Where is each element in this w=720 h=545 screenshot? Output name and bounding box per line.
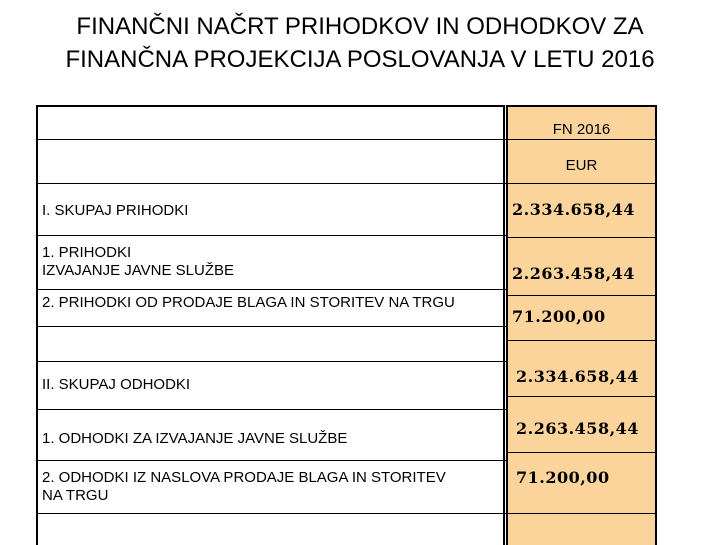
row-label-total-income: I. SKUPAJ PRIHODKI [42,202,189,219]
row-label-total-expenses: II. SKUPAJ ODHODKI [42,376,191,393]
row-value-market-income: 71.200,00 [512,307,606,326]
row-divider [36,460,506,461]
row-label-public-service-income [42,244,502,280]
row-divider [36,289,506,290]
row-divider [506,139,657,140]
row-divider [36,361,506,362]
row-divider [36,513,506,514]
row-divider [36,235,506,236]
row-divider [36,183,506,184]
row-divider [506,452,657,453]
row-divider [506,340,657,341]
row-divider [506,513,657,514]
row-divider [506,237,657,238]
row-divider [506,295,657,296]
row-value-market-expenses: 71.200,00 [516,468,610,487]
header-year: FN 2016 [552,121,611,138]
page-title [0,10,720,76]
row-value-public-service-income: 2.263.458,44 [512,264,635,283]
row-label-market-expenses [42,469,502,505]
row-divider [506,396,657,397]
label-line: IZVAJANJE JAVNE SLUŽBE [42,262,234,279]
row-label-market-income: 2. PRIHODKI OD PRODAJE BLAGA IN STORITEV NA TRGU [42,294,455,311]
row-divider [36,409,506,410]
label-line: NA TRGU [42,487,109,504]
financial-table [36,105,657,545]
row-divider [36,139,506,140]
row-value-total-expenses: 2.334.658,44 [516,367,639,386]
title-line-2: FINANČNA PROJEKCIJA POSLOVANJA V LETU 2016 [65,46,655,73]
row-divider [506,183,657,184]
label-line: 1. PRIHODKI [42,244,132,261]
row-value-public-service-expenses: 2.263.458,44 [516,419,639,438]
row-label-public-service-expenses: 1. ODHODKI ZA IZVAJANJE JAVNE SLUŽBE [42,430,348,447]
row-value-total-income: 2.334.658,44 [512,200,635,219]
label-line: 2. ODHODKI IZ NASLOVA PRODAJE BLAGA IN STORITEV [42,469,446,486]
row-divider [36,326,506,327]
title-line-1: FINANČNI NAČRT PRIHODKOV IN ODHODKOV ZA [76,13,644,40]
header-currency: EUR [565,157,598,174]
